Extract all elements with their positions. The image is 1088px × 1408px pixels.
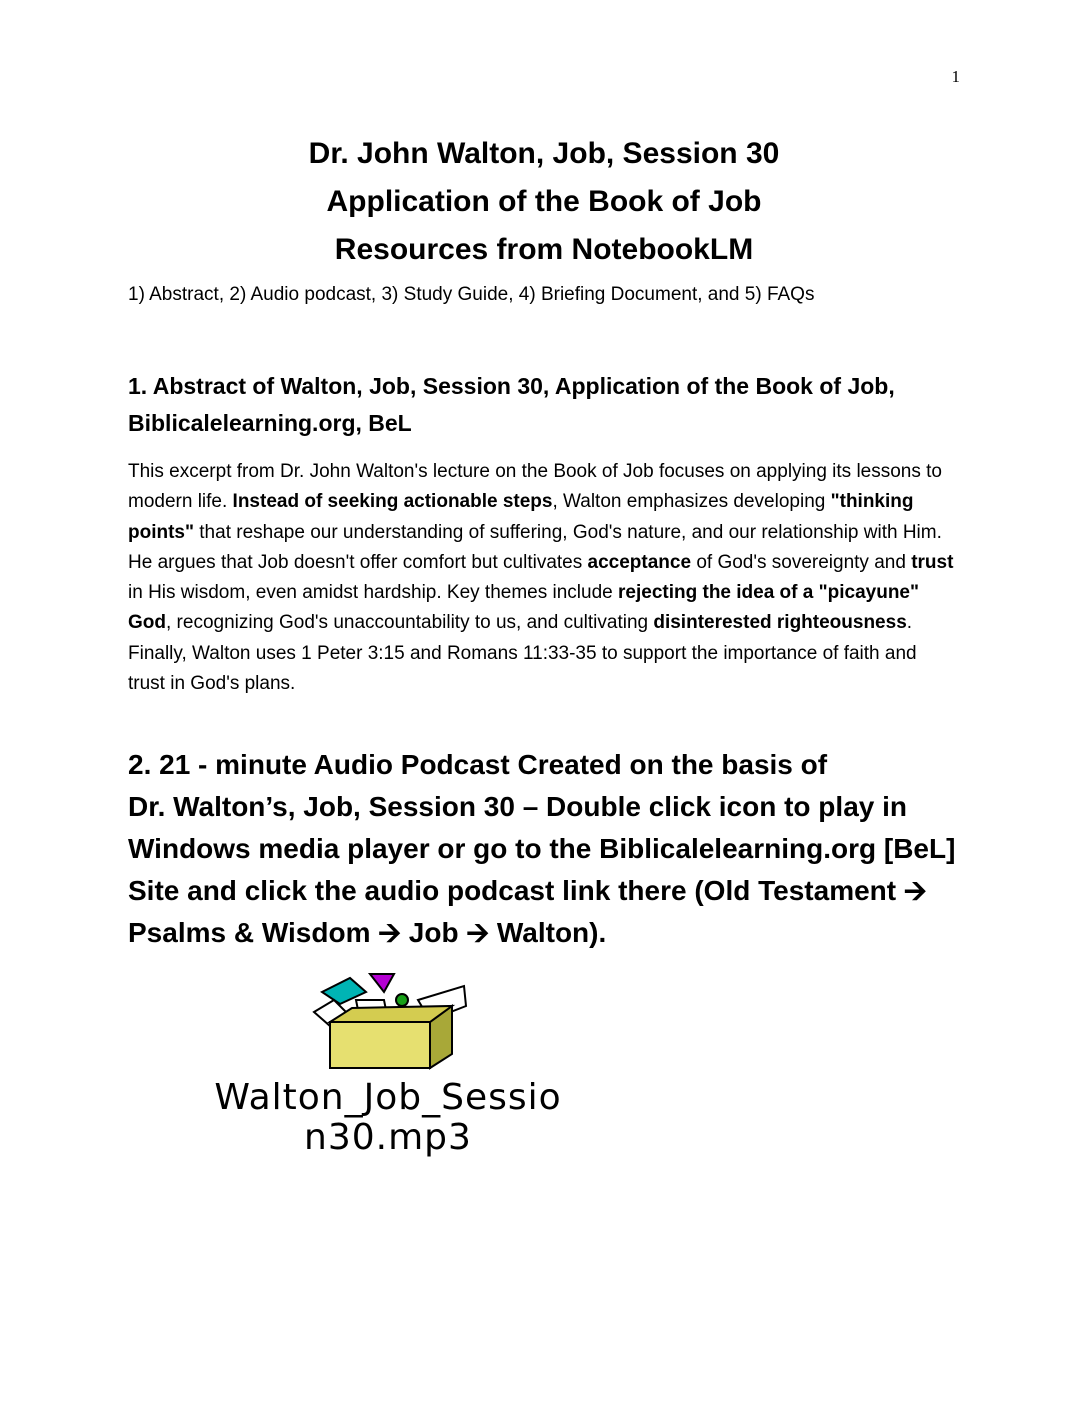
document-title <box>0 130 1088 274</box>
podcast-heading <box>128 744 958 954</box>
contents-list: 1) Abstract, 2) Audio podcast, 3) Study Guide, 4) Briefing Document, and 5) FAQs <box>128 284 815 305</box>
abstract-text: in His wisdom, even amidst hardship. Key themes include <box>128 582 619 604</box>
abstract-text: of God's sovereignty and <box>691 551 912 573</box>
abstract-emphasis: trust <box>911 551 954 573</box>
abstract-emphasis: acceptance <box>587 551 692 573</box>
podcast-heading-line-1: 2. 21 - minute Audio Podcast Created on the basis of <box>128 749 828 780</box>
filename-line-1: Walton_Job_Sessio <box>214 1077 562 1118</box>
abstract-text: . Finally, Walton uses 1 Peter 3:15 and Romans 11:33-35 to support the importance of faith and trust in God's plans. <box>128 612 917 695</box>
title-line-2: Application of the Book of Job <box>326 185 762 218</box>
abstract-text: , recognizing God's unaccountability to us, and cultivating <box>166 612 654 634</box>
abstract-text: This excerpt from Dr. John Walton's lecture on the Book of Job focuses on applying its lessons to modern life. <box>128 461 942 513</box>
arrow-right-icon: 🡪 <box>903 875 927 906</box>
podcast-heading-text: Dr. Walton’s, Job, Session 30 – Double click icon to play in Windows media player or go to the Biblicalelearning.org [BeL] Site and click the audio podcast link there (Old Testament <box>128 791 956 906</box>
abstract-emphasis: "thinking points" <box>128 491 914 543</box>
page-number: 1 <box>951 67 960 86</box>
abstract-emphasis: rejecting the idea of a "picayune" God <box>128 582 920 634</box>
abstract-paragraph <box>128 457 958 699</box>
title-line-1: Dr. John Walton, Job, Session 30 <box>308 137 780 170</box>
podcast-heading-text: Job <box>401 917 467 948</box>
title-line-3: Resources from NotebookLM <box>334 233 754 266</box>
attachment-filename[interactable] <box>128 1078 648 1158</box>
filename-line-2: n30.mp3 <box>304 1117 472 1158</box>
abstract-heading: 1. Abstract of Walton, Job, Session 30, Application of the Book of Job, Biblicalelearning.org, BeL <box>128 373 895 436</box>
abstract-emphasis: disinterested righteousness <box>653 612 907 634</box>
package-icon[interactable] <box>310 970 470 1070</box>
podcast-heading-text: Walton). <box>489 917 607 948</box>
arrow-right-icon: 🡪 <box>378 917 402 948</box>
abstract-emphasis: Instead of seeking actionable steps <box>232 491 553 513</box>
podcast-heading-text: Psalms & Wisdom <box>128 917 379 948</box>
abstract-text: that reshape our understanding of suffering, God's nature, and our relationship with Him. He argues that Job doesn't offer comfort but cultivates <box>128 521 942 573</box>
arrow-right-icon: 🡪 <box>466 917 490 948</box>
abstract-text: , Walton emphasizes developing <box>552 491 831 513</box>
